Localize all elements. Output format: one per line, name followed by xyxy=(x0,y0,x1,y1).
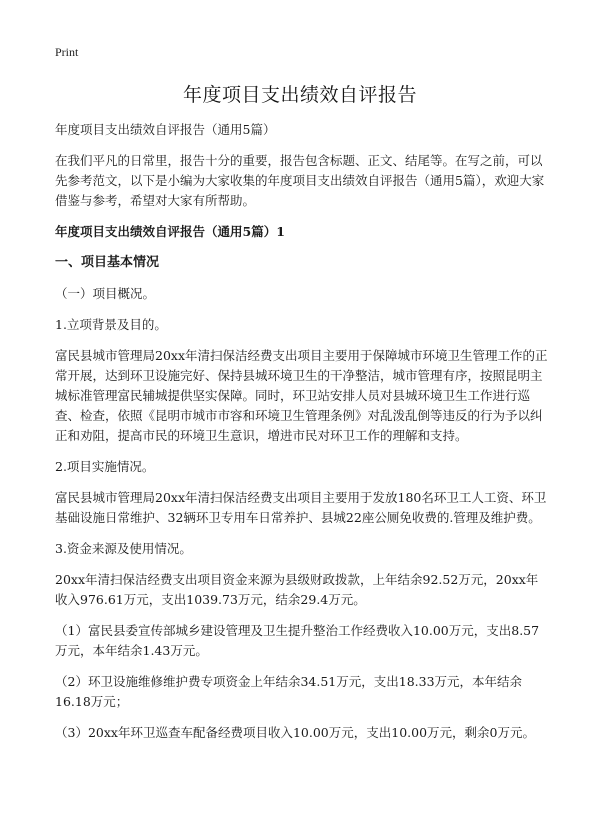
intro-paragraph: 在我们平凡的日常里，报告十分的重要，报告包含标题、正文、结尾等。在写之前，可以先参考范文，以下是小编为大家收集的年度项目支出绩效自评报告（通用5篇），欢迎大家借鉴与参考，希望对大家有所帮助。 xyxy=(55,153,545,208)
subheading-overview: （一）项目概况。 xyxy=(55,286,156,301)
funding-item-1: （1）富民县委宣传部城乡建设管理及卫生提升整治工作经费收入10.00万元，支出8.57万元，本年结余1.43万元。 xyxy=(55,623,540,658)
subtitle-paragraph: 年度项目支出绩效自评报告（通用5篇） xyxy=(55,122,276,137)
funding-item-3: （3）20xx年环卫巡查车配备经费项目收入10.00万元，支出10.00万元，剩余0万元。 xyxy=(55,725,535,740)
document-body xyxy=(55,120,549,754)
background-paragraph: 富民县城市管理局20xx年清扫保洁经费支出项目主要用于保障城市环境卫生管理工作的正常开展，达到环卫设施完好、保持县城环境卫生的干净整洁，城市管理有序，按照昆明主城标准管理富民辅城提供坚实保障。同时，环卫站安排人员对县城环境卫生工作进行巡查、检查，依照《昆明市城市市容和环境卫生管理条例》对乱泼乱倒等违反的行为予以纠正和劝阻，提高市民的环境卫生意识，增进市民对环卫工作的理解和支持。 xyxy=(55,348,548,443)
item-implementation-heading: 2.项目实施情况。 xyxy=(55,459,155,474)
implementation-paragraph: 富民县城市管理局20xx年清扫保洁经费支出项目主要用于发放180名环卫工人工资、环卫基础设施日常维护、32辆环卫专用车日常养护、县城22座公厕免收费的.管理及维护费。 xyxy=(55,490,547,525)
item-funding-heading: 3.资金来源及使用情况。 xyxy=(55,541,192,556)
print-label: Print xyxy=(55,45,79,59)
item-background-heading: 1.立项背景及目的。 xyxy=(55,317,167,332)
heading-project-basics: 一、项目基本情况 xyxy=(55,255,160,270)
section-heading: 年度项目支出绩效自评报告（通用5篇）1 xyxy=(55,224,285,239)
funding-paragraph: 20xx年清扫保洁经费支出项目资金来源为县级财政拨款，上年结余92.52万元，20xx年收入976.61万元，支出1039.73万元，结余29.4万元。 xyxy=(55,572,539,607)
funding-item-2: （2）环卫设施维修维护费专项资金上年结余34.51万元，支出18.33万元，本年结余16.18万元； xyxy=(55,674,523,709)
document-title: 年度项目支出绩效自评报告 xyxy=(182,84,417,106)
